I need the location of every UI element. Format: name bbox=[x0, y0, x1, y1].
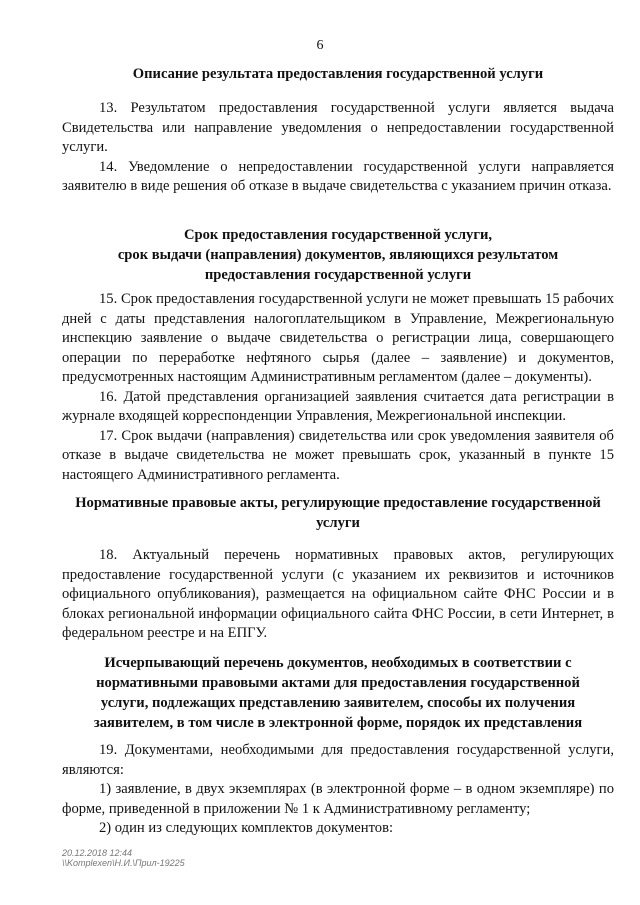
heading-line: нормативными правовыми актами для предоставления государственной bbox=[96, 675, 580, 691]
paragraphs-13-14 bbox=[62, 99, 614, 197]
heading-line: заявителем, в том числе в электронной форме, порядок их представления bbox=[93, 715, 583, 731]
heading-line: услуги, подлежащих представлению заявителем, способы их получения bbox=[100, 695, 576, 711]
heading-line: Описание результата предоставления государственной услуги bbox=[132, 66, 544, 82]
paragraph-16: 16. Датой представления организацией заявления считается дата регистрации в журнале входящей корреспонденции Управления, Межрегиональной инспекции. bbox=[62, 388, 614, 424]
paragraph-15: 15. Срок предоставления государственной услуги не может превышать 15 рабочих дней с даты представления налогоплательщиком в Управление, Межрегиональную инспекцию заявление о выдаче свидетельства о регистрации лица, совершающего операции по переработке нефтяного сырья (далее – заявление) и документов, предусмотренных настоящим Административным регламентом (далее – документы). bbox=[62, 291, 614, 385]
heading-legal-acts bbox=[62, 493, 614, 533]
paragraph-17: 17. Срок выдачи (направления) свидетельства или срок уведомления заявителя об отказе в выдаче свидетельства не может превышать срок, указанный в пункте 15 настоящего Административного регламента. bbox=[62, 427, 614, 483]
heading-line: Исчерпывающий перечень документов, необходимых в соответствии с bbox=[104, 655, 572, 671]
list-item-2: 2) один из следующих комплектов документов: bbox=[99, 820, 394, 836]
list-item-1: 1) заявление, в двух экземплярах (в электронной форме – в одном экземпляре) по форме, приведенной в приложении № 1 к Административному регламенту; bbox=[62, 781, 614, 817]
paragraph-18-block bbox=[62, 546, 614, 644]
heading-term bbox=[62, 225, 614, 285]
heading-line: услуги bbox=[316, 515, 360, 531]
heading-line: предоставления государственной услуги bbox=[204, 267, 472, 283]
paragraph-18: 18. Актуальный перечень нормативных правовых актов, регулирующих предоставление государственной услуги (с указанием их реквизитов и источников официального опубликования), размещается на официальном сайте ФНС России и в блоках региональной информации официального сайта ФНС России, в сети Интернет, в федеральном реестре и на ЕПГУ. bbox=[62, 547, 614, 641]
file-path: \\Komplexen\Н.И.\Прил-19225 bbox=[62, 858, 185, 868]
heading-documents bbox=[62, 653, 614, 733]
paragraphs-15-17 bbox=[62, 290, 614, 485]
paragraph-14: 14. Уведомление о непредоставлении государственной услуги направляется заявителю в виде решения об отказе в выдаче свидетельства с указанием причин отказа. bbox=[62, 158, 614, 194]
heading-line: Нормативные правовые акты, регулирующие предоставление государственной bbox=[75, 495, 601, 511]
paragraph-19: 19. Документами, необходимыми для предоставления государственной услуги, являются: bbox=[62, 742, 614, 778]
paragraph-13: 13. Результатом предоставления государственной услуги является выдача Свидетельства или направление уведомления о непредоставлении государственной услуги. bbox=[62, 100, 614, 155]
print-stamp bbox=[62, 848, 185, 868]
page-number: 6 bbox=[316, 38, 324, 53]
heading-line: срок выдачи (направления) документов, являющихся результатом bbox=[117, 247, 559, 263]
heading-line: Срок предоставления государственной услуги, bbox=[183, 227, 493, 243]
heading-result bbox=[62, 64, 614, 84]
paragraph-19-block bbox=[62, 741, 614, 839]
print-date: 20.12.2018 12:44 bbox=[62, 848, 133, 858]
